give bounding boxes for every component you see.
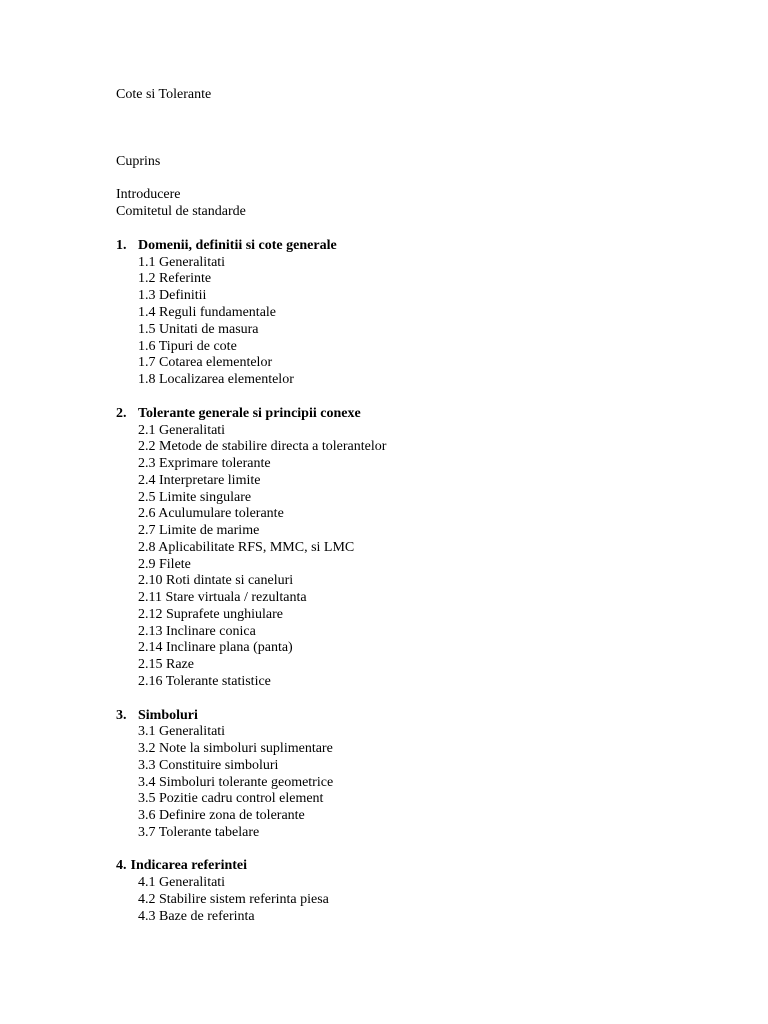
list-item: 2.3 Exprimare tolerante bbox=[138, 456, 271, 471]
section-heading bbox=[116, 857, 247, 874]
list-item: 2.2 Metode de stabilire directa a tolerantelor bbox=[138, 439, 387, 454]
list-item: 2.5 Limite singulare bbox=[138, 490, 252, 505]
list-item: 4.2 Stabilire sistem referinta piesa bbox=[138, 892, 329, 907]
intro-item: Comitetul de standarde bbox=[116, 204, 246, 219]
list-item: 3.4 Simboluri tolerante geometrice bbox=[138, 775, 334, 790]
section-title: Domenii, definitii si cote generale bbox=[138, 238, 337, 253]
section-number: 2. bbox=[116, 406, 127, 421]
list-item: 3.5 Pozitie cadru control element bbox=[138, 791, 324, 806]
document-title: Cote si Tolerante bbox=[116, 87, 212, 102]
list-item: 2.15 Raze bbox=[138, 657, 194, 672]
list-item: 2.8 Aplicabilitate RFS, MMC, si LMC bbox=[138, 540, 355, 555]
list-item: 2.13 Inclinare conica bbox=[138, 624, 256, 639]
list-item: 2.4 Interpretare limite bbox=[138, 473, 261, 488]
list-item: 4.3 Baze de referinta bbox=[138, 909, 255, 924]
list-item: 1.2 Referinte bbox=[138, 271, 212, 286]
list-item: 1.6 Tipuri de cote bbox=[138, 339, 237, 354]
list-item: 1.7 Cotarea elementelor bbox=[138, 355, 273, 370]
section-title: Simboluri bbox=[138, 708, 198, 723]
list-item: 2.6 Aculumulare tolerante bbox=[138, 506, 284, 521]
list-item: 3.3 Constituire simboluri bbox=[138, 758, 279, 773]
list-item: 2.12 Suprafete unghiulare bbox=[138, 607, 284, 622]
list-item: 1.8 Localizarea elementelor bbox=[138, 372, 294, 387]
list-item: 2.9 Filete bbox=[138, 557, 191, 572]
list-item: 3.6 Definire zona de tolerante bbox=[138, 808, 305, 823]
list-item: 2.11 Stare virtuala / rezultanta bbox=[138, 590, 307, 605]
list-item: 1.3 Definitii bbox=[138, 288, 207, 303]
section-heading bbox=[116, 405, 361, 422]
contents-heading: Cuprins bbox=[116, 154, 161, 169]
list-item: 2.16 Tolerante statistice bbox=[138, 674, 271, 689]
list-item: 1.4 Reguli fundamentale bbox=[138, 305, 277, 320]
list-item: 1.5 Unitati de masura bbox=[138, 322, 259, 337]
list-item: 4.1 Generalitati bbox=[138, 875, 226, 890]
list-item: 2.1 Generalitati bbox=[138, 423, 226, 438]
section-title: Indicarea referintei bbox=[130, 858, 248, 873]
list-item: 3.7 Tolerante tabelare bbox=[138, 825, 260, 840]
section-number: 3. bbox=[116, 708, 127, 723]
section-number: 1. bbox=[116, 238, 127, 253]
list-item: 2.7 Limite de marime bbox=[138, 523, 260, 538]
section-heading bbox=[116, 237, 337, 254]
list-item: 1.1 Generalitati bbox=[138, 255, 226, 270]
intro-item: Introducere bbox=[116, 187, 181, 202]
list-item: 2.14 Inclinare plana (panta) bbox=[138, 640, 293, 655]
section-number: 4. bbox=[116, 858, 127, 873]
list-item: 3.2 Note la simboluri suplimentare bbox=[138, 741, 333, 756]
section-title: Tolerante generale si principii conexe bbox=[138, 406, 361, 421]
list-item: 2.10 Roti dintate si caneluri bbox=[138, 573, 294, 588]
list-item: 3.1 Generalitati bbox=[138, 724, 226, 739]
section-heading bbox=[116, 707, 198, 724]
